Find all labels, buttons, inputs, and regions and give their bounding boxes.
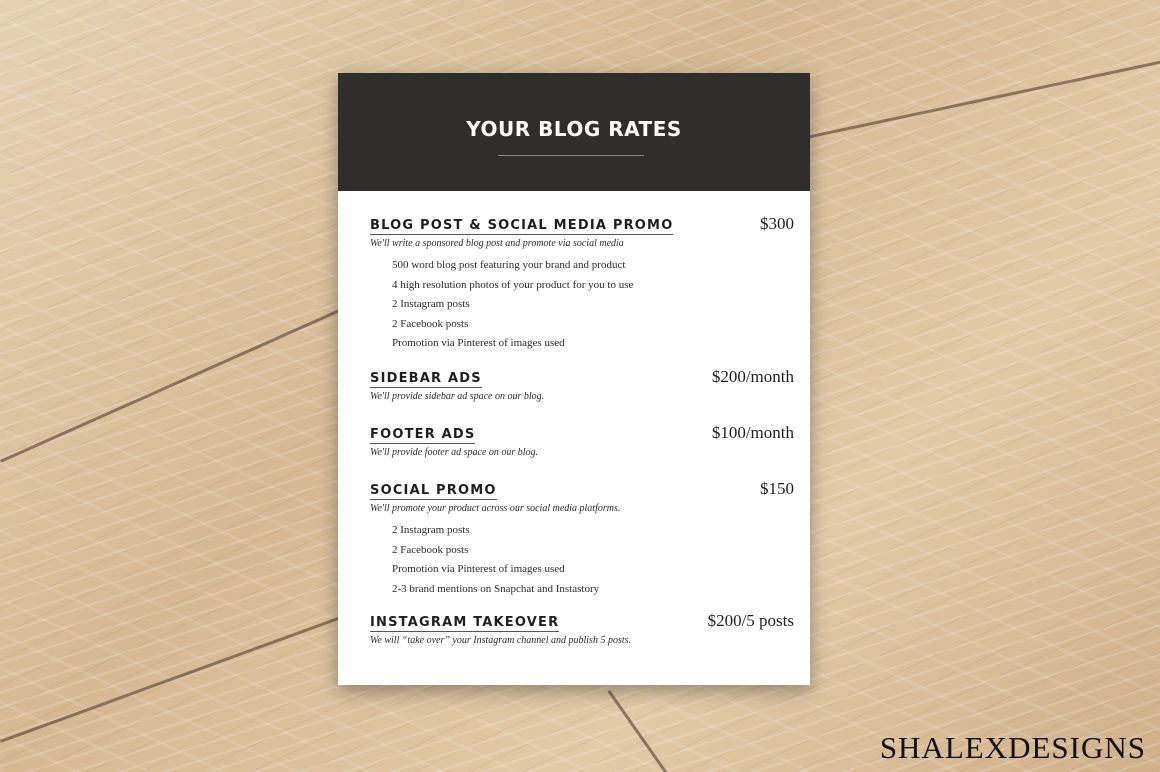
list-item: 2 Facebook posts xyxy=(392,543,469,556)
section-name: BLOG POST & SOCIAL MEDIA PROMO xyxy=(370,218,674,233)
wood-crack xyxy=(608,690,679,772)
rate-section-sidebar-ads xyxy=(370,369,794,402)
section-description: We'll provide sidebar ad space on our blog. xyxy=(370,391,545,402)
rate-section-social-promo xyxy=(370,481,794,599)
section-price: $200/month xyxy=(711,367,794,386)
section-description: We'll promote your product across our social media platforms. xyxy=(370,503,621,514)
section-price: $150 xyxy=(760,479,794,498)
section-name: SIDEBAR ADS xyxy=(370,371,482,386)
section-price: $300 xyxy=(760,214,794,233)
section-price: $100/month xyxy=(711,423,794,442)
section-description: We'll provide footer ad space on our blog. xyxy=(370,447,539,458)
card-header xyxy=(338,73,810,191)
list-item: 2 Facebook posts xyxy=(392,317,469,330)
section-name: FOOTER ADS xyxy=(370,427,476,442)
list-item: Promotion via Pinterest of images used xyxy=(392,563,565,576)
rate-section-instagram-takeover xyxy=(370,613,794,646)
rate-card xyxy=(338,73,810,685)
section-description: We will “take over” your Instagram channel and publish 5 posts. xyxy=(370,635,632,646)
section-price: $200/5 posts xyxy=(707,611,794,630)
section-items xyxy=(392,256,794,354)
section-items xyxy=(392,521,794,599)
wood-crack xyxy=(0,610,358,743)
section-description: We'll write a sponsored blog post and promote via social media xyxy=(370,238,624,249)
list-item: 4 high resolution photos of your product for you to use xyxy=(392,278,634,291)
title-underline xyxy=(498,155,644,156)
list-item: 2 Instagram posts xyxy=(392,298,470,311)
list-item: Promotion via Pinterest of images used xyxy=(392,337,565,350)
rate-section-footer-ads xyxy=(370,425,794,458)
brand-watermark: SHALEXDESIGNS xyxy=(879,730,1146,765)
list-item: 2-3 brand mentions on Snapchat and Instastory xyxy=(392,582,600,595)
wood-crack xyxy=(0,289,385,463)
section-name: SOCIAL PROMO xyxy=(370,483,497,498)
section-name: INSTAGRAM TAKEOVER xyxy=(370,615,560,630)
list-item: 2 Instagram posts xyxy=(392,524,470,536)
rate-section-blog-post xyxy=(370,216,794,354)
card-title: YOUR BLOG RATES xyxy=(466,117,682,141)
list-item: 500 word blog post featuring your brand and product xyxy=(392,259,626,271)
